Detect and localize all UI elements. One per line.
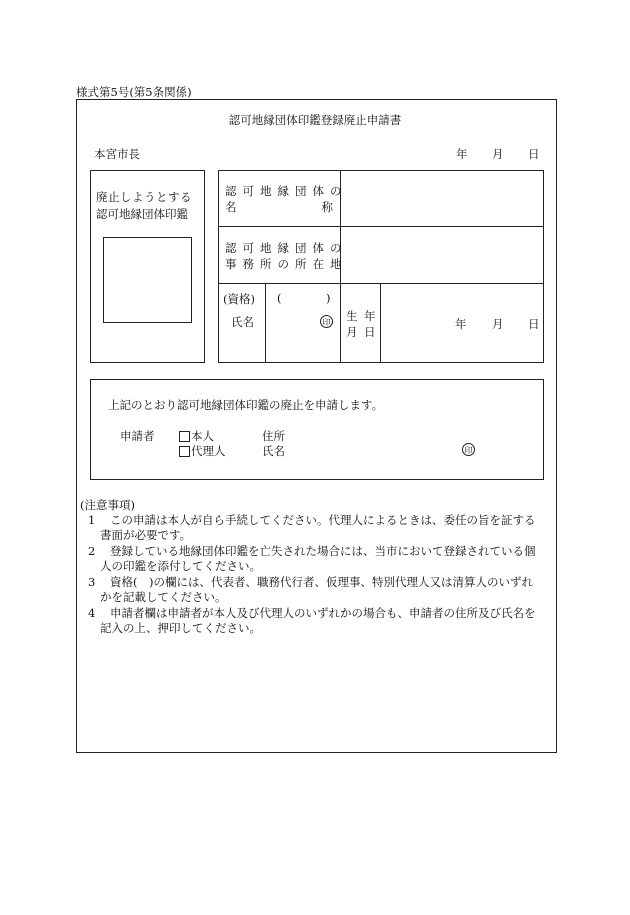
note-item: 3 資格( )の欄には、代表者、職務代行者、仮理事、特別代理人又は清算人のいずれ かを記載してください。 [88, 575, 533, 604]
qualification-label: (資格) [223, 292, 255, 306]
office-address-field[interactable] [341, 227, 543, 282]
office-address-label-line1: 認可地縁団体の [225, 241, 348, 255]
seal-box-label-line2: 認可地縁団体印鑑 [96, 207, 188, 221]
qualification-paren-open: ( [277, 291, 282, 305]
applicant-name-field[interactable] [292, 441, 452, 456]
note-item: 1 この申請は本人が自ら手続してください。代理人によるときは、委任の旨を証する 書面が必要です。 [88, 513, 536, 542]
birth-label-2: 年 [364, 309, 376, 323]
checkbox-icon[interactable] [179, 446, 190, 457]
person-name-field[interactable] [267, 310, 317, 330]
birth-month-label: 月 [492, 317, 504, 331]
form-title: 認可地縁団体印鑑登録廃止申請書 [228, 113, 402, 127]
person-name-label: 氏名 [231, 315, 254, 329]
group-name-field[interactable] [341, 171, 543, 225]
qualification-field[interactable] [285, 290, 323, 306]
birth-date-field[interactable] [382, 285, 542, 361]
addressee: 本宮市長 [94, 147, 140, 161]
applicant-label: 申請者 [120, 429, 155, 443]
date-month-label: 月 [492, 147, 504, 161]
date-year-label: 年 [456, 147, 468, 161]
birth-label-3: 月 [346, 325, 358, 339]
group-name-label-line1: 認可地縁団体の [225, 184, 348, 198]
office-address-label-line2: 事務所の所在地 [225, 257, 348, 271]
form-number: 様式第5号(第5条関係) [76, 85, 192, 99]
option-self[interactable]: 本人 [179, 428, 214, 444]
group-name-label-line2: 名 称 [225, 200, 333, 214]
applicant-seal-mark-icon: 印 [462, 443, 475, 456]
seal-mark-icon: 印 [320, 315, 333, 328]
checkbox-icon[interactable] [179, 431, 190, 442]
note-item: 4 申請者欄は申請者が本人及び代理人のいずれかの場合も、申請者の住所及び氏名を 記入の上、押印してください。 [88, 606, 536, 635]
seal-box-label-line1: 廃止しようとする [96, 190, 192, 204]
date-day-label: 日 [528, 147, 540, 161]
application-statement: 上記のとおり認可地縁団体印鑑の廃止を申請します。 [108, 398, 384, 412]
qualification-paren-close: ) [326, 291, 331, 305]
applicant-address-field[interactable] [292, 426, 522, 441]
birth-year-label: 年 [455, 317, 467, 331]
birth-day-label: 日 [528, 317, 540, 331]
seal-impression-area[interactable] [103, 237, 192, 323]
applicant-name-label: 氏名 [262, 444, 285, 458]
option-proxy[interactable]: 代理人 [179, 443, 226, 459]
notes-heading: (注意事項) [80, 498, 135, 512]
birth-label-4: 日 [364, 325, 376, 339]
note-item: 2 登録している地縁団体印鑑を亡失された場合には、当市において登録されている個 人の印鑑を添付してください。 [88, 544, 536, 573]
applicant-address-label: 住所 [262, 429, 285, 443]
birth-label-1: 生 [346, 309, 358, 323]
